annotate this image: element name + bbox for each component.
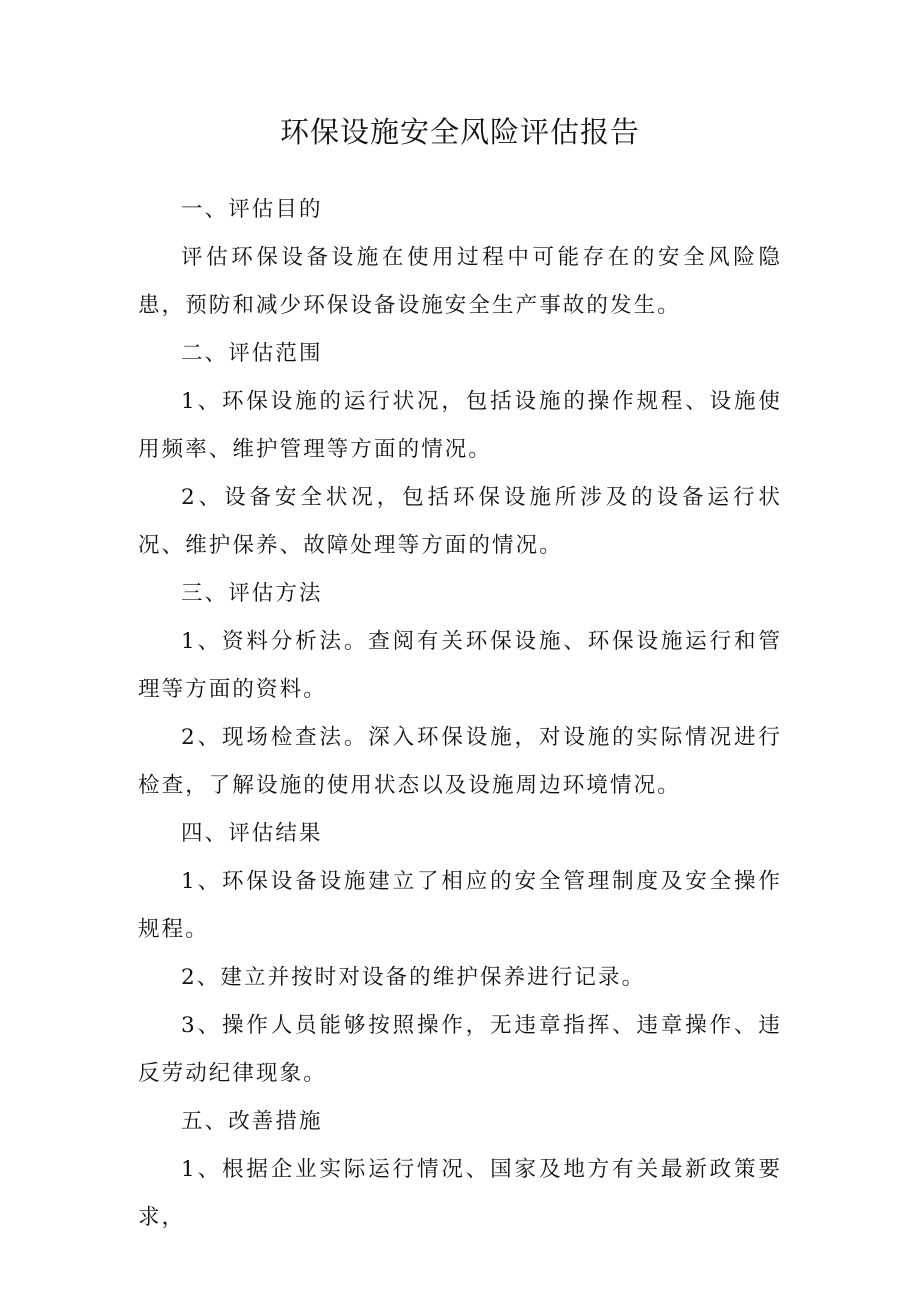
section-purpose xyxy=(138,186,782,330)
document-title: 环保设施安全风险评估报告 xyxy=(279,115,640,149)
section-methods xyxy=(138,570,782,810)
paragraph: 1、根据企业实际运行情况、国家及地方有关最新政策要求， xyxy=(138,1157,782,1230)
paragraph: 评估环保设备设施在使用过程中可能存在的安全风险隐患，预防和减少环保设备设施安全生产事故的发生。 xyxy=(138,245,782,318)
section-heading: 三、评估方法 xyxy=(181,581,323,606)
paragraph: 3、操作人员能够按照操作，无违章指挥、违章操作、违反劳动纪律现象。 xyxy=(138,1013,782,1086)
document-body xyxy=(138,186,782,1242)
paragraph: 2、现场检查法。深入环保设施，对设施的实际情况进行检查，了解设施的使用状态以及设施周边环境情况。 xyxy=(138,725,782,798)
section-heading: 一、评估目的 xyxy=(181,197,323,222)
paragraph: 1、环保设备设施建立了相应的安全管理制度及安全操作规程。 xyxy=(138,869,782,942)
section-heading: 四、评估结果 xyxy=(181,821,323,846)
section-scope xyxy=(138,330,782,570)
paragraph: 2、设备安全状况，包括环保设施所涉及的设备运行状况、维护保养、故障处理等方面的情况。 xyxy=(138,485,782,558)
paragraph: 1、资料分析法。查阅有关环保设施、环保设施运行和管理等方面的资料。 xyxy=(138,629,782,702)
section-heading: 二、评估范围 xyxy=(181,341,323,366)
paragraph: 2、建立并按时对设备的维护保养进行记录。 xyxy=(181,965,646,990)
section-improvements xyxy=(138,1098,782,1242)
paragraph: 1、环保设施的运行状况，包括设施的操作规程、设施使用频率、维护管理等方面的情况。 xyxy=(138,389,782,462)
section-results xyxy=(138,810,782,1098)
section-heading: 五、改善措施 xyxy=(181,1109,323,1134)
